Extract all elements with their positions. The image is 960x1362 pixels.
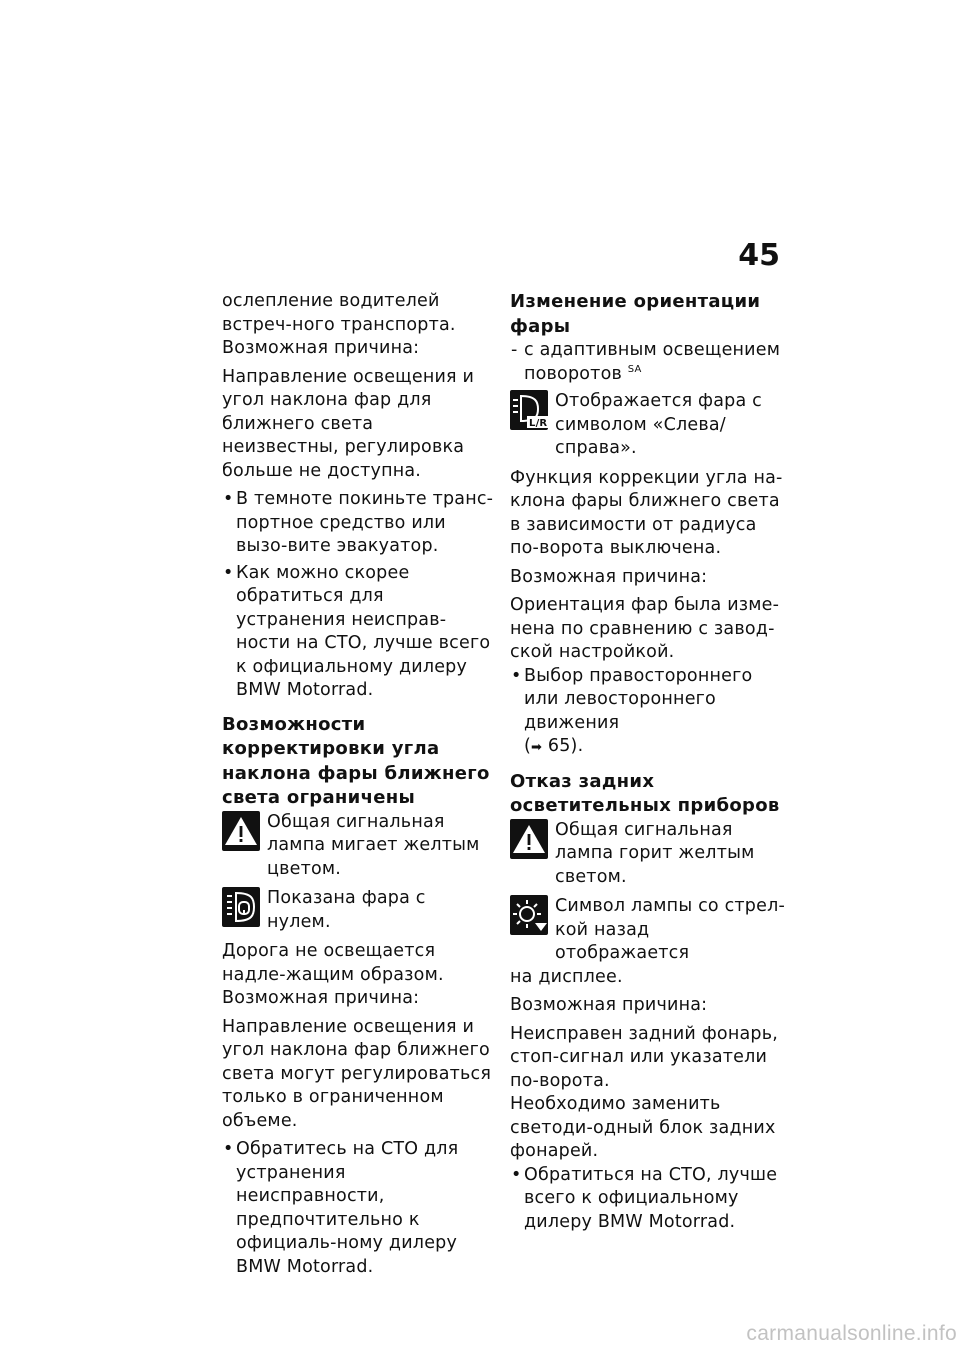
page-reference-arrow-icon: ➡ — [531, 740, 543, 755]
page-number: 45 — [738, 238, 780, 273]
bullet-marker: • — [223, 1139, 234, 1159]
left-column — [222, 290, 494, 1282]
cause-label: Возможная причина: — [222, 988, 420, 1008]
indicator-row — [222, 811, 494, 882]
indicator-text: Символ лампы со стрел-кой назад отображается — [555, 896, 785, 963]
watermark-text[interactable]: carmanualsonline.info — [746, 1322, 957, 1345]
bullet-text: В темноте покиньте транс-портное средство или вызо-вите эвакуатор. — [236, 489, 494, 556]
paragraph: ослепление водителей встреч-ного транспорта. — [222, 291, 456, 335]
right-column — [510, 290, 786, 1237]
bullet-marker: • — [223, 489, 234, 509]
bullet-item — [222, 562, 494, 703]
indicator-text: Показана фара с нулем. — [267, 888, 426, 932]
svg-text:L/R: L/R — [529, 418, 548, 429]
section-heading: Изменение ориентации фары — [510, 291, 761, 337]
indicator-text: Общая сигнальная лампа мигает желтым цветом. — [267, 811, 480, 879]
paragraph: Дорога не освещается надле-жащим образом. — [222, 941, 444, 985]
headlight-zero-icon — [222, 887, 260, 927]
cause-label: Возможная причина: — [510, 995, 708, 1015]
indicator-row — [510, 819, 786, 890]
bullet-text: Выбор правостороннего или левостороннего движения — [524, 665, 753, 733]
paragraph: Неисправен задний фонарь, стоп-сигнал или указатели по-ворота. — [510, 1023, 778, 1091]
page-reference[interactable]: 65). — [547, 736, 584, 756]
paragraph: Направление освещения и угол наклона фар ближнего света могут регулироваться только в ограниченном объеме. — [222, 1016, 492, 1131]
cause-label: Возможная причина: — [510, 566, 708, 587]
bullet-text: Обратитесь на СТО для устранения неисправности, предпочтительно к официаль-ному дилеру BMW Motorrad. — [236, 1139, 459, 1277]
bullet-item: • Выбор правостороннего или левостороннего движения (➡ 65). — [511, 665, 753, 756]
indicator-text: Общая сигнальная лампа горит желтым светом. — [555, 819, 755, 887]
rear-lamp-arrow-icon — [510, 895, 548, 935]
bullet-marker: • — [511, 1164, 522, 1185]
bullet-item — [222, 488, 494, 559]
paragraph: Направление освещения и угол наклона фар для ближнего света неизвестны, регулировка больше не доступна. — [222, 366, 475, 481]
bullet-text: Как можно скорее обратиться для устранения неисправ-ности на СТО, лучше всего к официальному дилеру BMW Motorrad. — [236, 562, 491, 700]
paragraph: на дисплее. — [510, 966, 623, 987]
warning-triangle-icon — [510, 819, 548, 859]
section-heading: Возможности корректировки угла наклона фары ближнего света ограничены — [222, 713, 490, 808]
special-equipment-mark: SA — [627, 363, 642, 375]
bullet-text: Обратиться на СТО, лучше всего к официальному дилеру BMW Motorrad. — [524, 1164, 778, 1232]
section-heading: Отказ задних осветительных приборов — [510, 770, 780, 816]
warning-triangle-icon — [222, 811, 260, 851]
bullet-marker: • — [511, 665, 522, 686]
dash-marker: - — [511, 340, 518, 360]
paragraph: Необходимо заменить светоди-одный блок задних фонарей. — [510, 1094, 776, 1161]
bullet-item — [222, 1138, 494, 1279]
indicator-row — [510, 895, 786, 966]
equipment-text: с адаптивным освещением поворотов — [524, 340, 781, 384]
paragraph: Функция коррекции угла на-клона фары ближнего света в зависимости от радиуса по-ворота выключена. — [510, 467, 783, 558]
cause-label: Возможная причина: — [222, 338, 420, 358]
paragraph: Ориентация фар была изме-нена по сравнению с завод-ской настройкой. — [510, 595, 780, 662]
bullet-item — [510, 1164, 786, 1235]
indicator-row — [222, 887, 494, 934]
indicator-row — [510, 390, 786, 461]
headlight-left-right-icon — [510, 390, 548, 430]
bullet-marker: • — [223, 562, 234, 583]
equipment-note — [510, 339, 786, 386]
indicator-text: Отображается фара с символом «Слева/справа». — [555, 391, 762, 458]
